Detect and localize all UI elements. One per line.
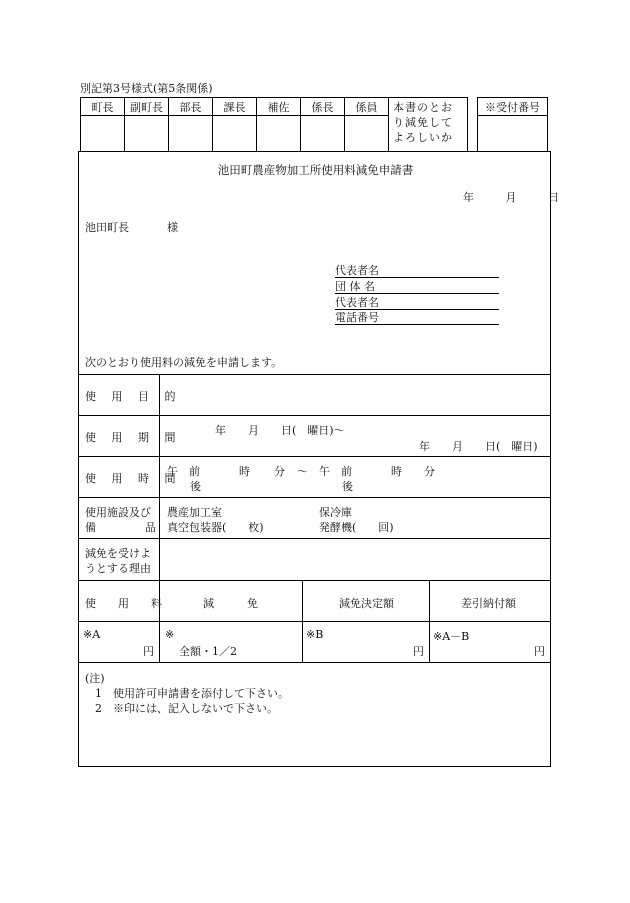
stamp-box-director[interactable] [169, 116, 213, 152]
time-start-minute: 分 [274, 465, 285, 478]
fee-label: 使 用 料 [85, 597, 162, 610]
time-end-hour: 時 [391, 465, 402, 478]
date-day: 日 [548, 191, 559, 204]
amount-ab-unit: 円 [534, 645, 545, 658]
reason-label-line2: うとする理由 [85, 562, 151, 575]
time-tilde: ～ [297, 465, 308, 478]
time-end-am[interactable]: 午 前 [319, 465, 352, 478]
approval-question-line3: よろしいか [393, 131, 453, 144]
addressee [85, 219, 178, 235]
date-year: 年 [463, 191, 474, 204]
fee-payable-header: 差引納付額 [461, 597, 516, 610]
time-label: 使 用 時 間 [85, 472, 182, 485]
facility-label-line2b: 品 [145, 521, 156, 534]
representative-name-field-2[interactable] [335, 296, 499, 310]
approval-header-section-chief: 課長 [213, 98, 257, 116]
purpose-field[interactable] [161, 376, 549, 414]
amount-a-unit: 円 [143, 645, 154, 658]
reason-field[interactable] [161, 540, 549, 579]
approval-header-mayor: 町長 [81, 98, 125, 116]
fee-decided-header: 減免決定額 [339, 597, 394, 610]
facility-label-line1: 使用施設及び [85, 506, 151, 519]
approval-question-line2: り減免して [393, 116, 453, 129]
form-id: 別記第3号様式(第5条関係) [80, 82, 213, 95]
stamp-box-unit-chief[interactable] [301, 116, 345, 152]
approval-header-staff: 係員 [345, 98, 389, 116]
approval-header-deputy-mayor: 副町長 [125, 98, 169, 116]
facility-fermenter[interactable]: 発酵機( 回) [319, 521, 394, 534]
approval-header-unit-chief: 係長 [301, 98, 345, 116]
reason-label-line1: 減免を受けよ [85, 547, 151, 560]
stamp-box-assistant[interactable] [257, 116, 301, 152]
reduction-mark: ※ [165, 628, 175, 641]
purpose-label: 使 用 目 的 [85, 390, 182, 403]
stamp-box-deputy-mayor[interactable] [125, 116, 169, 152]
period-label: 使 用 期 間 [85, 431, 182, 444]
group-name-label: 団 体 名 [335, 280, 375, 293]
facility-cold-storage[interactable]: 保冷庫 [319, 506, 352, 519]
time-start-pm[interactable]: 後 [190, 480, 201, 493]
note-2: 2 ※印には、記入しないで下さい。 [95, 702, 278, 715]
notes-heading: (注) [85, 672, 105, 685]
date-month: 月 [505, 191, 517, 204]
approval-question-line1: 本書のとお [393, 101, 453, 114]
approval-header-director: 部長 [169, 98, 213, 116]
stamp-box-section-chief[interactable] [213, 116, 257, 152]
amount-ab-mark: ※A－B [433, 630, 470, 643]
facility-vacuum-packer[interactable]: 真空包装器( 枚) [167, 521, 264, 534]
document-title: 池田町農産物加工所使用料減免申請書 [217, 163, 414, 177]
amount-b-mark: ※B [306, 628, 324, 641]
amount-a-mark: ※A [83, 628, 101, 641]
fee-reduction-header: 減 免 [203, 597, 258, 610]
approval-question [389, 98, 468, 152]
phone-number-field[interactable] [335, 311, 499, 325]
approval-header-assistant: 補佐 [257, 98, 301, 116]
representative-name-label-2: 代表者名 [335, 296, 379, 309]
reduction-choice[interactable]: 全額・1／2 [179, 645, 237, 658]
addressee-name: 池田町長 [85, 221, 129, 234]
period-start[interactable]: 年 月 日( 曜日)～ [215, 424, 345, 437]
receipt-number-label: ※受付番号 [478, 98, 548, 116]
facility-processing-room[interactable]: 農産加工室 [167, 506, 222, 519]
time-end-pm[interactable]: 後 [342, 480, 353, 493]
phone-number-label: 電話番号 [335, 311, 379, 324]
group-name-field[interactable] [335, 280, 499, 294]
amount-b-unit: 円 [413, 645, 424, 658]
application-form [78, 151, 559, 767]
time-start-am[interactable]: 午 前 [167, 465, 200, 478]
receipt-number-field[interactable] [478, 116, 548, 152]
approval-table [80, 97, 548, 152]
time-end-minute: 分 [424, 465, 435, 478]
representative-name-label: 代表者名 [335, 264, 379, 277]
stamp-box-mayor[interactable] [81, 116, 125, 152]
time-start-hour: 時 [239, 465, 250, 478]
facility-label-line2a: 備 [85, 521, 96, 534]
addressee-suffix: 様 [167, 221, 178, 234]
intro-statement: 次のとおり使用料の減免を申請します。 [85, 356, 283, 369]
stamp-box-staff[interactable] [345, 116, 389, 152]
application-date[interactable] [463, 189, 559, 205]
note-1: 1 使用許可申請書を添付して下さい。 [95, 687, 289, 700]
representative-name-field[interactable] [335, 264, 499, 278]
period-end[interactable]: 年 月 日( 曜日) [419, 440, 538, 453]
